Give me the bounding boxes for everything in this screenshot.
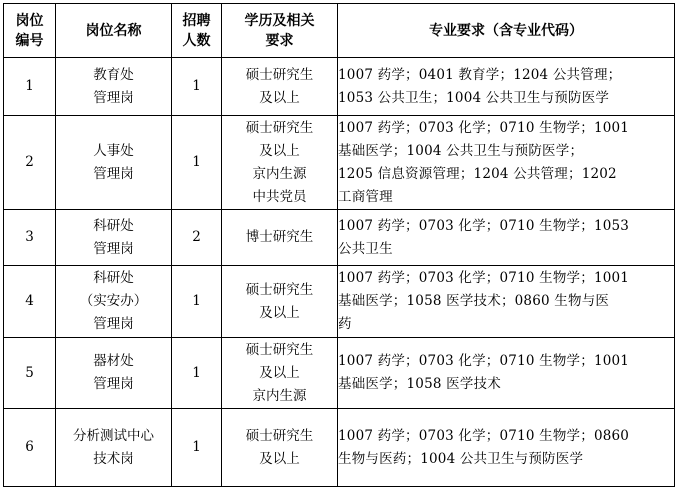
edu-line: 硕士研究生 — [245, 119, 314, 136]
major-line: 1007 药学；0703 化学；0710 生物学；1053 — [338, 217, 630, 234]
recruit-count: 1 — [172, 58, 222, 116]
name-line: 管理岗 — [93, 89, 134, 106]
edu-line: 博士研究生 — [245, 229, 314, 245]
major-line: 公共卫生 — [338, 240, 393, 257]
header-text: 招聘 — [182, 12, 211, 29]
education-requirement — [222, 338, 338, 409]
education-requirement — [222, 409, 338, 487]
position-name — [56, 116, 172, 210]
name-line: 管理岗 — [93, 165, 134, 182]
edu-line: 及以上 — [259, 142, 300, 159]
major-line: 1007 药学；0703 化学；0710 生物学；1001 — [338, 353, 630, 369]
edu-line: 硕士研究生 — [245, 66, 314, 83]
header-text: 编号 — [15, 32, 44, 49]
edu-line: 及以上 — [259, 450, 300, 467]
position-id: 3 — [4, 210, 56, 266]
edu-line: 及以上 — [259, 364, 300, 381]
major-line: 1007 药学；0703 化学；0710 生物学；1001 — [338, 270, 630, 286]
education-requirement — [222, 210, 338, 266]
major-requirement — [338, 116, 675, 210]
header-position-id — [4, 4, 56, 58]
edu-line: 硕士研究生 — [245, 427, 314, 444]
major-line: 基础医学；1004 公共卫生与预防医学； — [338, 142, 584, 159]
major-line: 基础医学；1058 医学技术 — [338, 376, 501, 392]
header-text: 要求 — [265, 32, 294, 49]
major-requirement — [338, 266, 675, 338]
position-name — [56, 58, 172, 116]
major-line: 1007 药学；0703 化学；0710 生物学；0860 — [338, 427, 630, 444]
position-name — [56, 338, 172, 409]
header-position-name — [56, 4, 172, 58]
major-line: 工商管理 — [338, 188, 393, 205]
header-major-requirements — [338, 4, 675, 58]
position-name — [56, 266, 172, 338]
major-requirement — [338, 409, 675, 487]
name-line: 管理岗 — [93, 240, 134, 257]
edu-line: 京内生源 — [252, 165, 307, 182]
position-id: 6 — [4, 409, 56, 487]
position-id: 2 — [4, 116, 56, 210]
positions-table — [3, 3, 675, 487]
name-line: （实安办） — [79, 293, 148, 309]
header-text: 岗位名称 — [85, 22, 142, 39]
table-row — [4, 116, 675, 210]
recruit-count: 1 — [172, 338, 222, 409]
table-row — [4, 409, 675, 487]
major-line: 1053 公共卫生；1004 公共卫生与预防医学 — [338, 89, 610, 106]
edu-line: 中共党员 — [252, 188, 307, 205]
header-recruit-count — [172, 4, 222, 58]
position-id: 1 — [4, 58, 56, 116]
major-line: 1205 信息资源管理；1204 公共管理；1202 — [338, 165, 617, 182]
header-text: 人数 — [182, 32, 211, 49]
header-text: 岗位 — [15, 12, 44, 29]
table-row — [4, 338, 675, 409]
edu-line: 硕士研究生 — [245, 281, 314, 298]
major-line: 药 — [338, 316, 352, 332]
name-line: 人事处 — [93, 142, 134, 159]
position-name — [56, 409, 172, 487]
header-education — [222, 4, 338, 58]
table-row — [4, 266, 675, 338]
edu-line: 及以上 — [259, 89, 300, 106]
name-line: 管理岗 — [93, 316, 134, 332]
name-line: 技术岗 — [93, 450, 134, 467]
major-line: 1007 药学；0703 化学；0710 生物学；1001 — [338, 119, 630, 136]
recruit-count: 1 — [172, 116, 222, 210]
table-row — [4, 210, 675, 266]
education-requirement — [222, 266, 338, 338]
position-name — [56, 210, 172, 266]
major-line: 基础医学；1058 医学技术；0860 生物与医 — [338, 293, 610, 309]
header-text: 专业要求（含专业代码） — [429, 22, 583, 39]
major-requirement — [338, 58, 675, 116]
recruit-count: 1 — [172, 409, 222, 487]
edu-line: 及以上 — [259, 304, 300, 321]
major-line: 生物与医药；1004 公共卫生与预防医学 — [338, 450, 584, 467]
position-id: 4 — [4, 266, 56, 338]
header-text: 学历及相关 — [244, 12, 315, 29]
edu-line: 硕士研究生 — [245, 341, 314, 358]
name-line: 教育处 — [93, 66, 134, 83]
education-requirement — [222, 58, 338, 116]
recruit-count: 2 — [172, 210, 222, 266]
table-header-row — [4, 4, 675, 58]
name-line: 管理岗 — [93, 376, 134, 392]
name-line: 科研处 — [93, 270, 134, 286]
table-row — [4, 58, 675, 116]
recruit-count: 1 — [172, 266, 222, 338]
major-line: 1007 药学；0401 教育学；1204 公共管理； — [338, 66, 622, 83]
name-line: 科研处 — [93, 217, 134, 234]
position-id: 5 — [4, 338, 56, 409]
name-line: 分析测试中心 — [73, 427, 154, 444]
major-requirement — [338, 338, 675, 409]
major-requirement — [338, 210, 675, 266]
edu-line: 京内生源 — [252, 387, 307, 404]
education-requirement — [222, 116, 338, 210]
name-line: 器材处 — [93, 353, 134, 369]
